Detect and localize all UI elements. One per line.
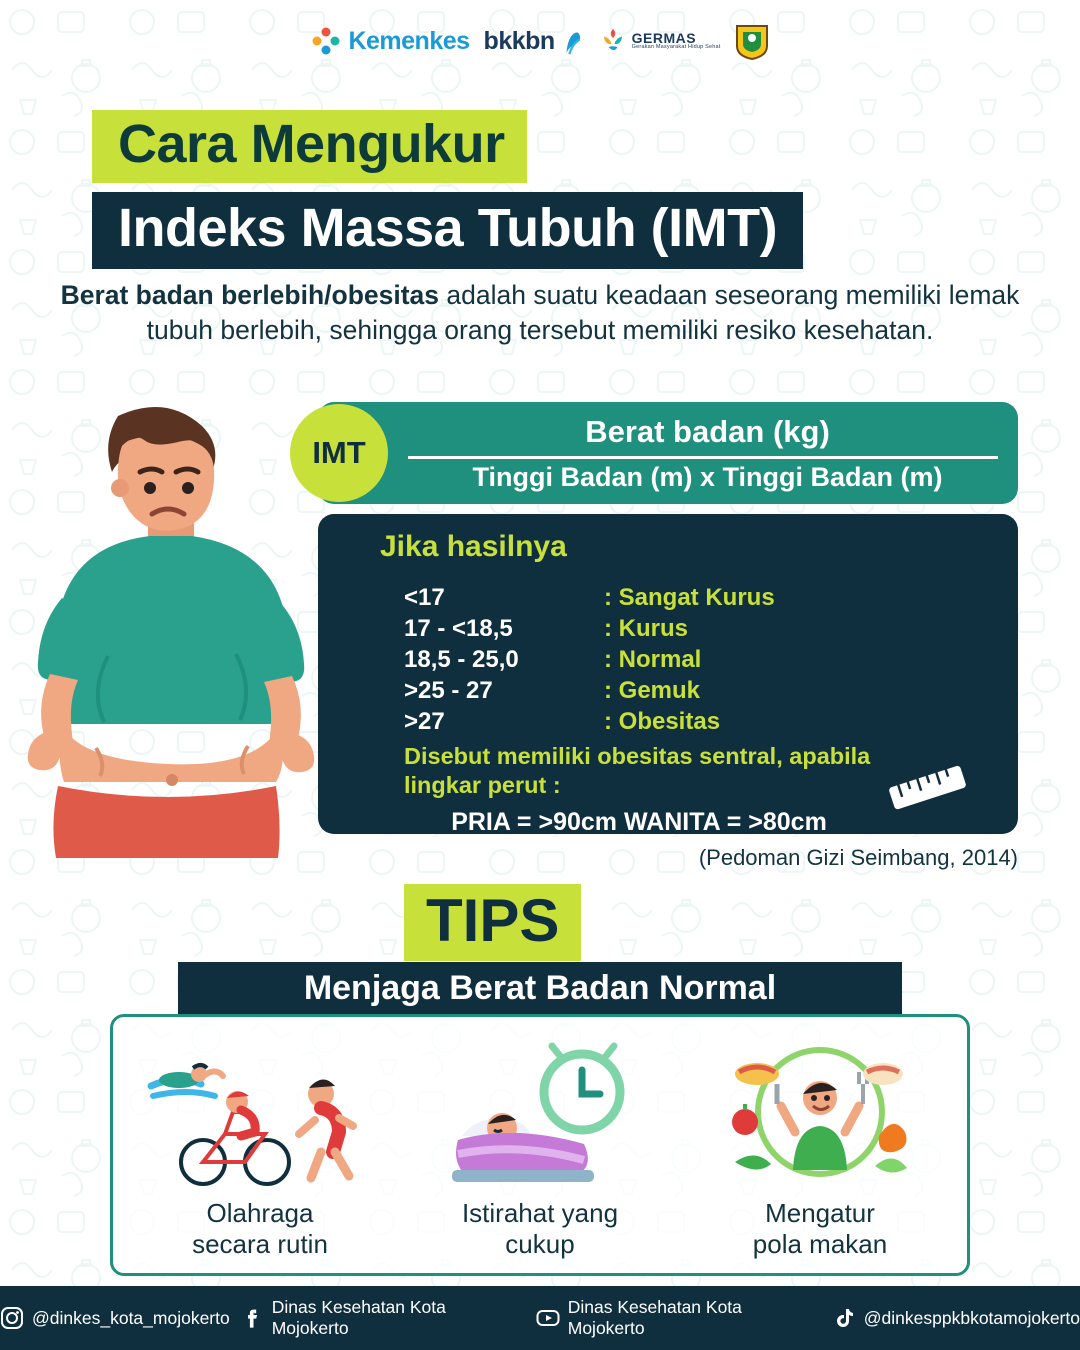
social-tiktok[interactable] [832,1306,1080,1330]
bkkbn-mark-icon [562,26,584,56]
facebook-icon [240,1306,264,1330]
result-label: : Sangat Kurus [604,584,775,611]
diet-icon [690,1040,950,1190]
intro-rest-text: adalah suatu keadaan seseorang memiliki lemak tubuh berlebih, sehingga orang tersebut memiliki resiko kesehatan. [146,280,1020,345]
formula-divider-line [408,456,998,459]
tips-subheading [178,962,902,1014]
result-label: : Obesitas [604,708,721,735]
kemenkes-mark-icon [311,26,341,56]
germas-subtitle: Gerakan Masyarakat Hidup Sehat [631,44,721,51]
measuring-tape-icon [884,756,976,828]
youtube-handle: Dinas Kesehatan Kota Mojokerto [567,1297,742,1338]
kemenkes-logo [311,26,469,56]
tips-heading-text: TIPS [426,887,560,954]
footer-social-bar [0,1286,1080,1350]
tip-label: Mengatur pola makan [752,1198,888,1260]
page-title-line2 [92,192,803,269]
table-row [404,677,700,705]
page-title-line1 [92,110,527,183]
central-obesity-note: Disebut memiliki obesitas sentral, apabila lingkar perut : [404,743,871,799]
result-range: 17 - <18,5 [404,615,513,642]
germas-mark-icon [598,26,628,56]
instagram-handle: @dinkes_kota_mojokerto [32,1307,230,1328]
formula-denominator: Tinggi Badan (m) x Tinggi Badan (m) [472,462,943,492]
tiktok-icon [832,1306,856,1330]
table-row [404,708,720,736]
germas-title: GERMAS [631,30,697,47]
result-label: : Gemuk [604,677,701,704]
result-range: 18,5 - 25,0 [404,646,519,673]
tip-item-diet [690,1040,950,1260]
kemenkes-wordmark: Kemenkes [348,26,470,55]
instagram-icon [0,1306,24,1330]
kota-mojokerto-logo-icon [735,22,769,60]
intro-paragraph [60,278,1020,348]
tips-heading [404,884,581,961]
logo-bar [0,12,1080,70]
tip-item-sleep [410,1040,670,1260]
social-facebook[interactable] [240,1297,526,1339]
table-row [404,615,688,643]
results-title: Jika hasilnya [380,530,567,563]
tip-item-sports [130,1040,390,1260]
central-obesity-values: PRIA = >90cm WANITA = >80cm [451,808,827,836]
formula-numerator: Berat badan (kg) [585,414,830,449]
result-range: <17 [404,584,445,611]
germas-logo [598,26,721,56]
tip-label: Olahraga secara rutin [192,1198,328,1260]
social-instagram[interactable] [0,1306,230,1330]
youtube-icon [536,1306,560,1330]
imt-badge [290,404,388,502]
table-row [404,584,775,612]
sports-icon [130,1040,390,1190]
bkkbn-wordmark: bkkbn [483,26,555,55]
result-label: : Normal [604,646,702,673]
result-range: >25 - 27 [404,677,493,704]
page-title-line1-text: Cara Mengukur [118,114,505,174]
tips-subheading-text: Menjaga Berat Badan Normal [303,968,777,1007]
tip-label: Istirahat yang cukup [461,1198,619,1260]
tiktok-handle: @dinkesppkbkotamojokerto [863,1307,1080,1328]
sleep-icon [410,1040,670,1190]
page-title-line2-text: Indeks Massa Tubuh (IMT) [118,198,778,258]
obesity-character-illustration [0,388,330,858]
result-range: >27 [404,708,445,735]
table-row [404,646,701,674]
result-label: : Kurus [604,615,688,642]
social-youtube[interactable] [536,1297,822,1339]
facebook-handle: Dinas Kesehatan Kota Mojokerto [271,1297,446,1338]
intro-bold-text: Berat badan berlebih/obesitas [60,280,440,310]
bkkbn-logo [484,26,584,56]
imt-badge-label: IMT [312,435,366,470]
germas-text-block [632,31,721,51]
source-citation: (Pedoman Gizi Seimbang, 2014) [698,845,1018,870]
